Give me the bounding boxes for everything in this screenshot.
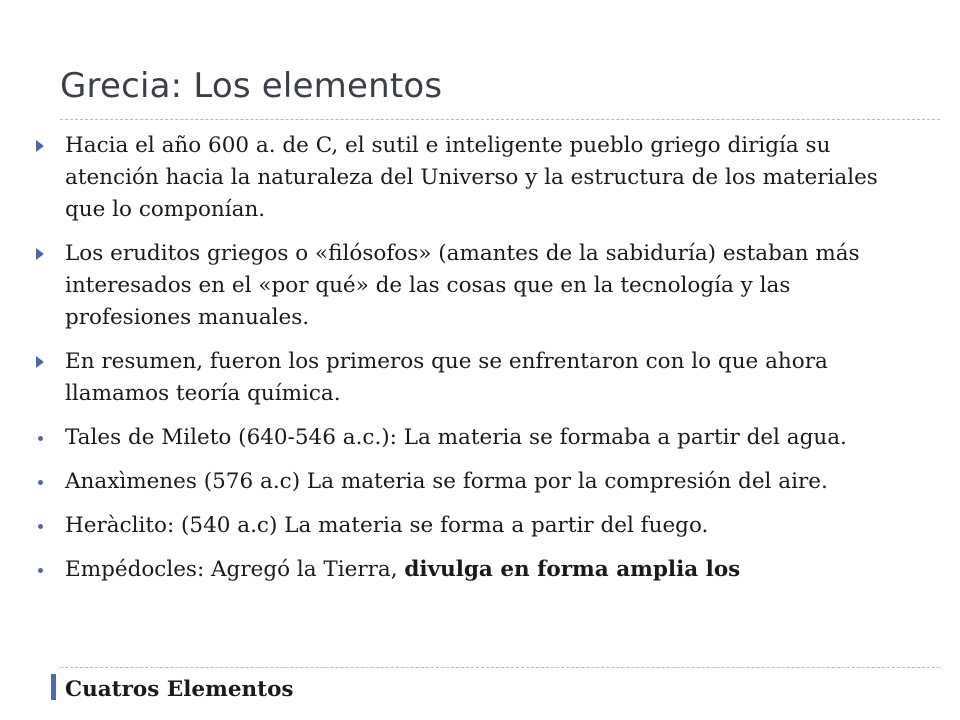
bullet-item [30, 238, 920, 334]
bullet-text: Los eruditos griegos o «filósofos» (amantes de la sabiduría) estaban más interesados en el «por qué» de las cosas que en la tecnología y las profesiones manuales. [65, 241, 860, 330]
bullet-dot-icon [30, 466, 50, 498]
footer-divider [60, 667, 940, 668]
bullet-item [30, 554, 920, 586]
bullet-item [30, 130, 920, 226]
bullet-item [30, 510, 920, 542]
footer-marker-icon [51, 674, 56, 700]
bullet-bold-text: divulga en forma amplia los [404, 557, 741, 582]
bullet-text: Empédocles: Agregó la Tierra, [65, 557, 405, 582]
bullet-text: Heràclito: (540 a.c) La materia se forma a partir del fuego. [65, 513, 709, 538]
title-divider [60, 119, 940, 120]
bullet-dot-icon [30, 422, 50, 454]
bullet-text: En resumen, fueron los primeros que se enfrentaron con lo que ahora llamamos teoría química. [65, 349, 828, 406]
bullet-item [30, 346, 920, 410]
bullet-text: Tales de Mileto (640-546 a.c.): La materia se formaba a partir del agua. [65, 425, 847, 450]
bullet-text: Hacia el año 600 a. de C, el sutil e inteligente pueblo griego dirigía su atención hacia la naturaleza del Universo y la estructura de los materiales que lo componían. [65, 133, 878, 222]
bullet-text: Anaxìmenes (576 a.c) La materia se forma por la compresión del aire. [65, 469, 828, 494]
bullet-arrow-icon [30, 238, 50, 270]
bullet-arrow-icon [30, 130, 50, 162]
bullet-arrow-icon [30, 346, 50, 378]
continuation-text: Cuatros Elementos [65, 677, 294, 702]
bullet-item [30, 422, 920, 454]
bullet-dot-icon [30, 554, 50, 586]
bullet-item [30, 466, 920, 498]
bullet-dot-icon [30, 510, 50, 542]
bullet-list [30, 130, 920, 598]
slide-title: Grecia: Los elementos [60, 66, 443, 106]
